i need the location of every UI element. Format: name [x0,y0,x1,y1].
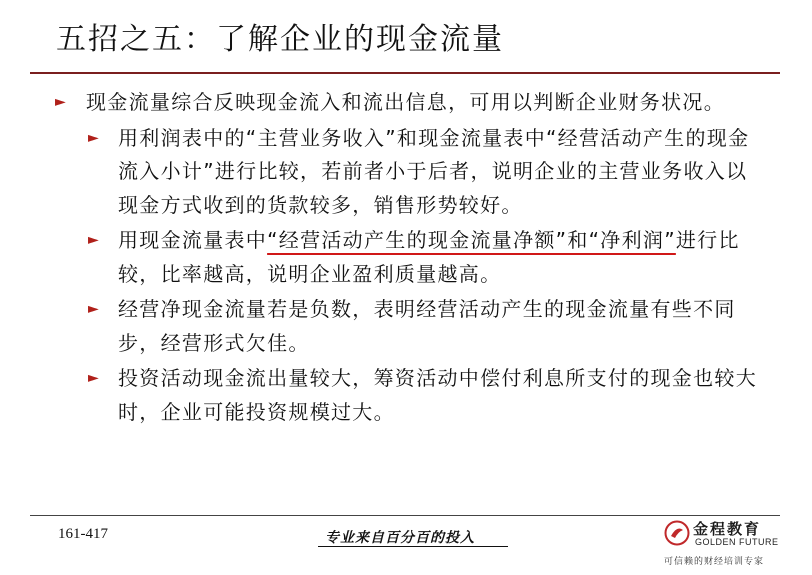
bullet-item-4 [55,293,758,360]
bullet-item-5 [55,362,758,429]
triangle-right-icon: ► [88,370,101,386]
logo-name-en: GOLDEN FUTURE [695,537,779,547]
bullet-item-3 [55,224,758,291]
triangle-right-icon: ► [88,301,101,317]
highlighted-text: “经营活动产生的现金流量净额”和“净利润” [267,228,676,252]
bullet-text-after: 进行比较，比率越高，说明企业盈利质量越高。 [118,228,740,286]
bullet-text: 经营净现金流量若是负数，表明经营活动产生的现金流量有些不同步，经营形式欠佳。 [118,297,736,355]
bullet-list [55,86,755,429]
triangle-right-icon: ► [88,129,101,146]
triangle-right-icon: ► [88,232,101,248]
triangle-right-icon: ► [55,94,68,110]
company-logo [664,518,804,570]
logo-name-cn: 金程教育 [693,520,762,538]
slogan-underline [318,546,508,547]
footer-slogan: 专业来自百分百的投入 [325,530,475,546]
bullet-item-1 [55,86,756,120]
bullet-text: 现金流量综合反映现金流入和流出信息，可用以判断企业财务状况。 [86,90,725,114]
slide-title: 五招之五：了解企业的现金流量 [56,22,504,57]
footer-divider [30,515,780,516]
logo-tagline: 可信赖的财经培训专家 [664,557,765,567]
logo-emblem-icon [664,520,690,546]
bullet-text: 用利润表中的“主营业务收入”和现金流量表中“经营活动产生的现金流入小计”进行比较，若前者小于后者，说明企业的主营业务收入以现金方式收到的货款较多，销售形势较好。 [118,125,750,217]
bullet-text-before: 用现金流量表中 [118,228,268,252]
page-number: 161-417 [58,526,108,542]
title-divider [30,72,780,74]
bullet-text: 投资活动现金流出量较大，筹资活动中偿付利息所支付的现金也较大时，企业可能投资规模过大。 [118,366,757,424]
bullet-item-2 [55,122,758,223]
